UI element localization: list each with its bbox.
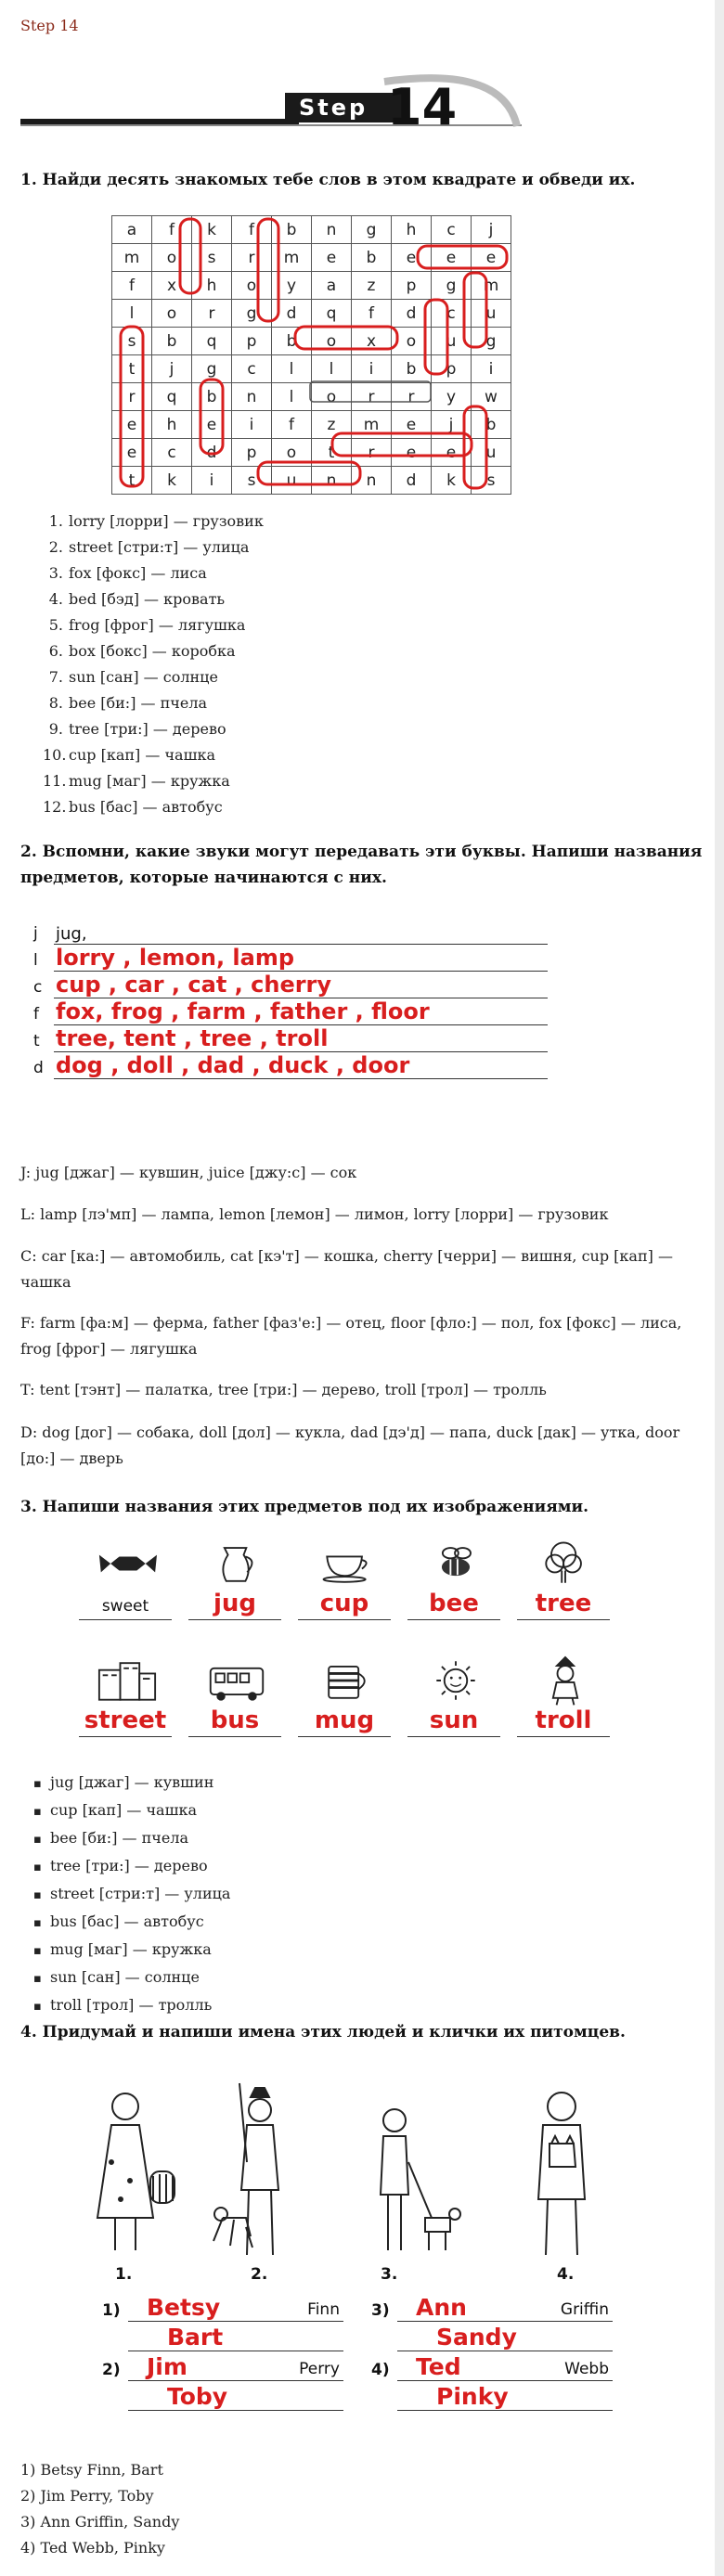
fill-letter: c: [33, 978, 43, 997]
grid-cell[interactable]: n: [312, 467, 352, 495]
grid-cell[interactable]: u: [432, 328, 472, 355]
grid-cell[interactable]: h: [192, 272, 232, 300]
list-item: [33, 690, 264, 716]
picture-label[interactable]: sweet: [101, 1597, 149, 1616]
grid-cell[interactable]: j: [472, 216, 511, 244]
grid-cell[interactable]: s: [472, 467, 511, 495]
list-item: ▪ mug [маг] — кружка: [33, 1937, 230, 1964]
answer-paragraph: L: lamp [лэ'мп] — лампа, lemon [лемон] — лимон, lorry [лорри] — грузовик: [20, 1205, 609, 1223]
grid-cell[interactable]: k: [432, 467, 472, 495]
pet-name-line: [102, 2381, 343, 2411]
picture-item: [74, 1653, 176, 1755]
fill-answer[interactable]: jug,: [56, 924, 87, 944]
underline: [128, 2410, 343, 2411]
grid-cell[interactable]: c: [152, 439, 192, 467]
list-text: bed [бэд] — кровать: [69, 590, 226, 608]
grid-cell[interactable]: q: [312, 300, 352, 328]
grid-cell[interactable]: k: [152, 467, 192, 495]
grid-cell[interactable]: o: [152, 300, 192, 328]
picture-label[interactable]: bus: [210, 1707, 260, 1734]
list-item: [33, 742, 264, 768]
exercise3-heading: 3. Напиши названия этих предметов под их изображениями.: [20, 1498, 589, 1516]
first-name[interactable]: Ann: [416, 2294, 467, 2321]
grid-cell[interactable]: f: [232, 216, 272, 244]
grid-cell[interactable]: t: [112, 467, 152, 495]
picture-label[interactable]: bee: [429, 1590, 479, 1617]
exercise4-answers: [20, 2457, 179, 2561]
grid-cell[interactable]: f: [152, 216, 192, 244]
jug-icon: [207, 1536, 266, 1591]
grid-row: [112, 439, 511, 467]
grid-cell[interactable]: b: [272, 216, 312, 244]
exercise4-heading: 4. Придумай и напиши имена этих людей и клички их питомцев.: [20, 2023, 626, 2041]
picture-item: [403, 1653, 505, 1755]
list-item: [33, 509, 264, 535]
grid-cell[interactable]: z: [352, 272, 392, 300]
grid-cell[interactable]: a: [312, 272, 352, 300]
list-item: [33, 638, 264, 664]
grid-cell[interactable]: w: [472, 383, 511, 411]
fill-answer[interactable]: lorry , lemon, lamp: [56, 945, 295, 971]
grid-cell[interactable]: f: [352, 300, 392, 328]
name-line: [371, 2292, 613, 2322]
exercise3-pictures: [74, 1536, 631, 1749]
grid-cell[interactable]: o: [312, 328, 352, 355]
answer-line: 2) Jim Perry, Toby: [20, 2487, 154, 2505]
list-item: [33, 664, 264, 690]
grid-cell[interactable]: c: [232, 355, 272, 383]
list-number: 10.: [43, 746, 67, 764]
underline: [188, 1619, 281, 1620]
grid-cell[interactable]: l: [272, 355, 312, 383]
last-name: Webb: [564, 2360, 609, 2378]
pet-name-line: [371, 2381, 613, 2411]
fill-letter: j: [33, 924, 38, 943]
sun-icon: [426, 1653, 485, 1708]
banner-number: 14: [387, 78, 458, 128]
name-line: [102, 2351, 343, 2381]
grid-cell[interactable]: t: [112, 355, 152, 383]
word-search-grid: [111, 215, 511, 495]
grid-cell[interactable]: b: [272, 328, 312, 355]
grid-cell[interactable]: x: [152, 272, 192, 300]
grid-cell[interactable]: i: [232, 411, 272, 439]
cup-icon: [317, 1536, 376, 1591]
answer-line: 1) Betsy Finn, Bart: [20, 2461, 163, 2479]
grid-cell[interactable]: o: [312, 383, 352, 411]
picture-label[interactable]: troll: [535, 1707, 592, 1734]
grid-row: [112, 355, 511, 383]
people-illustration: [74, 2079, 631, 2292]
exercise1-heading: 1. Найди десять знакомых тебе слов в этом квадрате и обведи их.: [20, 171, 636, 189]
list-text: box [бокс] — коробка: [69, 642, 236, 660]
picture-label[interactable]: mug: [314, 1707, 375, 1734]
grid-cell[interactable]: u: [472, 439, 511, 467]
entry-index: 3): [371, 2301, 390, 2320]
grid-cell[interactable]: g: [432, 272, 472, 300]
grid-cell[interactable]: j: [432, 411, 472, 439]
fill-line: [28, 972, 548, 998]
grid-cell[interactable]: x: [352, 328, 392, 355]
grid-cell[interactable]: k: [192, 216, 232, 244]
grid-cell[interactable]: b: [392, 355, 432, 383]
grid-cell[interactable]: m: [272, 244, 312, 272]
bee-icon: [426, 1536, 485, 1591]
grid-cell[interactable]: r: [352, 439, 392, 467]
woman-with-cage-icon: [97, 2093, 175, 2250]
grid-cell[interactable]: z: [312, 411, 352, 439]
street-icon: [97, 1653, 157, 1708]
grid-cell[interactable]: f: [112, 272, 152, 300]
fill-letter: l: [33, 951, 38, 970]
answer-line: 4) Ted Webb, Pinky: [20, 2539, 165, 2557]
list-item: [33, 560, 264, 586]
list-text: tree [три:] — дерево: [69, 720, 226, 738]
grid-cell[interactable]: d: [272, 300, 312, 328]
list-item: [33, 612, 264, 638]
grid-cell[interactable]: m: [472, 272, 511, 300]
list-number: 2.: [48, 538, 63, 556]
underline: [298, 1619, 391, 1620]
exercise1-answers: [33, 509, 264, 820]
grid-cell[interactable]: h: [392, 216, 432, 244]
list-number: 7.: [48, 668, 63, 686]
first-name[interactable]: Betsy: [147, 2294, 221, 2321]
list-number: 8.: [48, 694, 63, 712]
picture-item: [74, 1536, 176, 1638]
candy-icon: [97, 1536, 157, 1591]
grid-row: [112, 411, 511, 439]
list-item: [33, 586, 264, 612]
grid-cell[interactable]: b: [352, 244, 392, 272]
scrollbar[interactable]: [715, 0, 724, 2576]
grid-cell[interactable]: e: [312, 244, 352, 272]
grid-cell[interactable]: o: [272, 439, 312, 467]
grid-cell[interactable]: i: [352, 355, 392, 383]
list-number: 5.: [48, 616, 63, 634]
underline: [298, 1736, 391, 1737]
list-number: 9.: [48, 720, 63, 738]
exercise2-heading-line1: 2. Вспомни, какие звуки могут передавать эти буквы. Напиши названия: [20, 843, 703, 861]
grid-row: [112, 244, 511, 272]
girl-with-dog-icon: [381, 2109, 460, 2250]
grid-cell[interactable]: e: [392, 411, 432, 439]
list-text: mug [маг] — кружка: [69, 772, 230, 790]
answer-line: 3) Ann Griffin, Sandy: [20, 2513, 180, 2531]
grid-cell[interactable]: s: [112, 328, 152, 355]
underline: [188, 1736, 281, 1737]
grid-cell[interactable]: n: [312, 216, 352, 244]
underline: [407, 1736, 500, 1737]
answer-paragraph: J: jug [джаг] — кувшин, juice [джу:с] — сок: [20, 1164, 357, 1181]
grid-cell[interactable]: t: [312, 439, 352, 467]
figure-number-1: 1.: [115, 2265, 133, 2284]
grid-cell[interactable]: e: [392, 244, 432, 272]
tree-icon: [536, 1536, 595, 1591]
list-text: sun [сан] — солнце: [69, 668, 218, 686]
bus-icon: [207, 1653, 266, 1708]
answer-paragraph: D: dog [дог] — собака, doll [дол] — кукла, dad [дэ'д] — папа, duck [дак] — утка, door [до:] — дверь: [20, 1423, 680, 1467]
underline: [517, 1619, 610, 1620]
grid-cell[interactable]: e: [472, 244, 511, 272]
first-name[interactable]: Ted: [416, 2353, 461, 2380]
list-text: fox [фокс] — лиса: [69, 564, 207, 582]
name-line: [102, 2292, 343, 2322]
grid-cell[interactable]: b: [472, 411, 511, 439]
grid-cell[interactable]: o: [152, 244, 192, 272]
step-banner: [20, 72, 522, 128]
grid-cell[interactable]: s: [232, 467, 272, 495]
fill-answer[interactable]: tree, tent , tree , troll: [56, 1025, 329, 1051]
last-name: Griffin: [560, 2300, 609, 2319]
grid-row: [112, 328, 511, 355]
grid-cell[interactable]: p: [232, 328, 272, 355]
name-line: [371, 2351, 613, 2381]
list-number: 4.: [48, 590, 63, 608]
grid-cell[interactable]: s: [192, 244, 232, 272]
answer-paragraph: F: farm [фа:м] — ферма, father [фаз'е:] — отец, floor [фло:] — пол, fox [фокс] — лиса, frog [фрог] — лягушка: [20, 1314, 682, 1358]
grid-cell[interactable]: g: [472, 328, 511, 355]
grid-cell[interactable]: y: [432, 383, 472, 411]
entry-index: 4): [371, 2361, 390, 2379]
list-number: 11.: [43, 772, 67, 790]
mug-icon: [317, 1653, 376, 1708]
picture-item: [403, 1536, 505, 1638]
pet-name-line: [102, 2322, 343, 2351]
list-text: frog [фрог] — лягушка: [69, 616, 246, 634]
grid-cell[interactable]: o: [392, 328, 432, 355]
fill-letter: d: [33, 1059, 44, 1077]
grid-cell[interactable]: c: [432, 216, 472, 244]
list-text: cup [кап] — чашка: [69, 746, 215, 764]
picture-item: [293, 1536, 395, 1638]
grid-cell[interactable]: d: [192, 439, 232, 467]
fill-answer[interactable]: cup , car , cat , cherry: [56, 972, 332, 998]
last-name: Perry: [299, 2360, 340, 2378]
grid-cell[interactable]: a: [112, 216, 152, 244]
grid-cell[interactable]: b: [152, 328, 192, 355]
list-item: [33, 535, 264, 560]
picture-item: [293, 1653, 395, 1755]
grid-cell[interactable]: g: [232, 300, 272, 328]
picture-label[interactable]: sun: [429, 1707, 479, 1734]
grid-cell[interactable]: m: [352, 411, 392, 439]
grid-cell[interactable]: q: [152, 383, 192, 411]
grid-cell[interactable]: i: [472, 355, 511, 383]
grid-cell[interactable]: e: [192, 411, 232, 439]
pet-name[interactable]: Bart: [167, 2324, 224, 2351]
grid-cell[interactable]: d: [392, 300, 432, 328]
pet-name-line: [371, 2322, 613, 2351]
exercise2-heading-line2: предметов, которые начинаются с них.: [20, 869, 387, 887]
grid-cell[interactable]: g: [192, 355, 232, 383]
grid-cell[interactable]: f: [272, 411, 312, 439]
entry-index: 1): [102, 2301, 121, 2320]
grid-cell[interactable]: q: [192, 328, 232, 355]
underline: [54, 1078, 548, 1079]
banner-rule: [20, 119, 299, 124]
list-item: [33, 716, 264, 742]
grid-cell[interactable]: u: [472, 300, 511, 328]
grid-cell[interactable]: b: [192, 383, 232, 411]
fill-line: [28, 999, 548, 1025]
picture-item: [512, 1653, 614, 1755]
grid-cell[interactable]: o: [232, 272, 272, 300]
list-number: 1.: [48, 512, 63, 530]
grid-cell[interactable]: u: [272, 467, 312, 495]
pet-name[interactable]: Toby: [167, 2383, 228, 2410]
figure-number-2: 2.: [251, 2265, 268, 2284]
list-item: ▪ cup [кап] — чашка: [33, 1797, 230, 1825]
grid-cell[interactable]: h: [152, 411, 192, 439]
grid-cell[interactable]: e: [112, 439, 152, 467]
grid-row: [112, 272, 511, 300]
underline: [517, 1736, 610, 1737]
grid-cell[interactable]: p: [232, 439, 272, 467]
banner-label: Step: [299, 95, 368, 121]
pet-name[interactable]: Sandy: [436, 2324, 517, 2351]
list-item: ▪ street [стри:т] — улица: [33, 1881, 230, 1909]
list-item: [33, 794, 264, 820]
grid-cell[interactable]: c: [432, 300, 472, 328]
fill-line: [28, 919, 548, 945]
figure-number-3: 3.: [381, 2265, 398, 2284]
grid-cell[interactable]: l: [312, 355, 352, 383]
grid-cell[interactable]: e: [392, 439, 432, 467]
grid-cell[interactable]: g: [352, 216, 392, 244]
picture-label[interactable]: cup: [319, 1590, 369, 1617]
grid-cell[interactable]: n: [352, 467, 392, 495]
picture-item: [512, 1536, 614, 1638]
list-item: ▪ tree [три:] — дерево: [33, 1853, 230, 1881]
answer-paragraph: T: tent [тэнт] — палатка, tree [три:] — дерево, troll [трол] — тролль: [20, 1381, 547, 1398]
answer-paragraph: C: car [ка:] — автомобиль, cat [кэ'т] — кошка, cherry [черри] — вишня, cup [кап] — чашка: [20, 1247, 673, 1291]
list-item: ▪ bee [би:] — пчела: [33, 1825, 230, 1853]
underline: [79, 1736, 172, 1737]
underline: [397, 2410, 613, 2411]
exercise4-name-lines: [102, 2292, 622, 2431]
picture-item: [184, 1653, 286, 1755]
grid-cell[interactable]: p: [432, 355, 472, 383]
picture-label[interactable]: street: [84, 1707, 167, 1734]
fill-letter: f: [33, 1005, 39, 1024]
hunter-with-dog-icon: [213, 2083, 278, 2255]
grid-cell[interactable]: e: [432, 439, 472, 467]
figure-number-4: 4.: [557, 2265, 575, 2284]
picture-item: [184, 1536, 286, 1638]
pet-name[interactable]: Pinky: [436, 2383, 509, 2410]
picture-label[interactable]: tree: [535, 1590, 592, 1617]
list-text: street [стри:т] — улица: [69, 538, 250, 556]
grid-cell[interactable]: n: [232, 383, 272, 411]
grid-row: [112, 216, 511, 244]
list-item: [33, 768, 264, 794]
underline: [407, 1619, 500, 1620]
grid-cell[interactable]: j: [152, 355, 192, 383]
list-item: ▪ jug [джаг] — кувшин: [33, 1770, 230, 1797]
grid-cell[interactable]: m: [112, 244, 152, 272]
grid-cell[interactable]: e: [112, 411, 152, 439]
grid-cell[interactable]: r: [192, 300, 232, 328]
picture-label[interactable]: jug: [213, 1590, 257, 1617]
list-number: 12.: [43, 798, 67, 816]
grid-cell[interactable]: d: [392, 467, 432, 495]
fill-line: [28, 1053, 548, 1079]
entry-index: 2): [102, 2361, 121, 2379]
grid-cell[interactable]: p: [392, 272, 432, 300]
grid-row: [112, 300, 511, 328]
breadcrumb[interactable]: Step 14: [20, 17, 79, 34]
grid-cell[interactable]: l: [112, 300, 152, 328]
list-item: ▪ troll [трол] — тролль: [33, 1992, 230, 2020]
fill-letter: t: [33, 1032, 40, 1050]
man-with-cat-icon: [538, 2093, 585, 2255]
fill-line: [28, 1026, 548, 1052]
grid-row: [112, 467, 511, 495]
grid-cell[interactable]: e: [432, 244, 472, 272]
list-text: bee [би:] — пчела: [69, 694, 208, 712]
exercise2-fill-lines: [28, 919, 548, 1081]
grid-cell[interactable]: l: [272, 383, 312, 411]
list-number: 6.: [48, 642, 63, 660]
first-name[interactable]: Jim: [147, 2353, 187, 2380]
fill-answer[interactable]: fox, frog , farm , father , floor: [56, 998, 430, 1024]
list-item: ▪ bus [бас] — автобус: [33, 1909, 230, 1937]
grid-cell[interactable]: r: [392, 383, 432, 411]
fill-answer[interactable]: dog , doll , dad , duck , door: [56, 1052, 410, 1078]
grid-cell[interactable]: r: [352, 383, 392, 411]
underline: [79, 1619, 172, 1620]
fill-line: [28, 946, 548, 972]
list-text: bus [бас] — автобус: [69, 798, 223, 816]
grid-row: [112, 383, 511, 411]
list-text: lorry [лорри] — грузовик: [69, 512, 264, 530]
exercise3-answers: [33, 1770, 230, 2020]
grid-cell[interactable]: i: [192, 467, 232, 495]
list-item: ▪ sun [сан] — солнце: [33, 1964, 230, 1992]
last-name: Finn: [307, 2300, 340, 2319]
grid-cell[interactable]: r: [112, 383, 152, 411]
grid-cell[interactable]: y: [272, 272, 312, 300]
list-number: 3.: [48, 564, 63, 582]
grid-cell[interactable]: r: [232, 244, 272, 272]
troll-icon: [536, 1653, 595, 1708]
